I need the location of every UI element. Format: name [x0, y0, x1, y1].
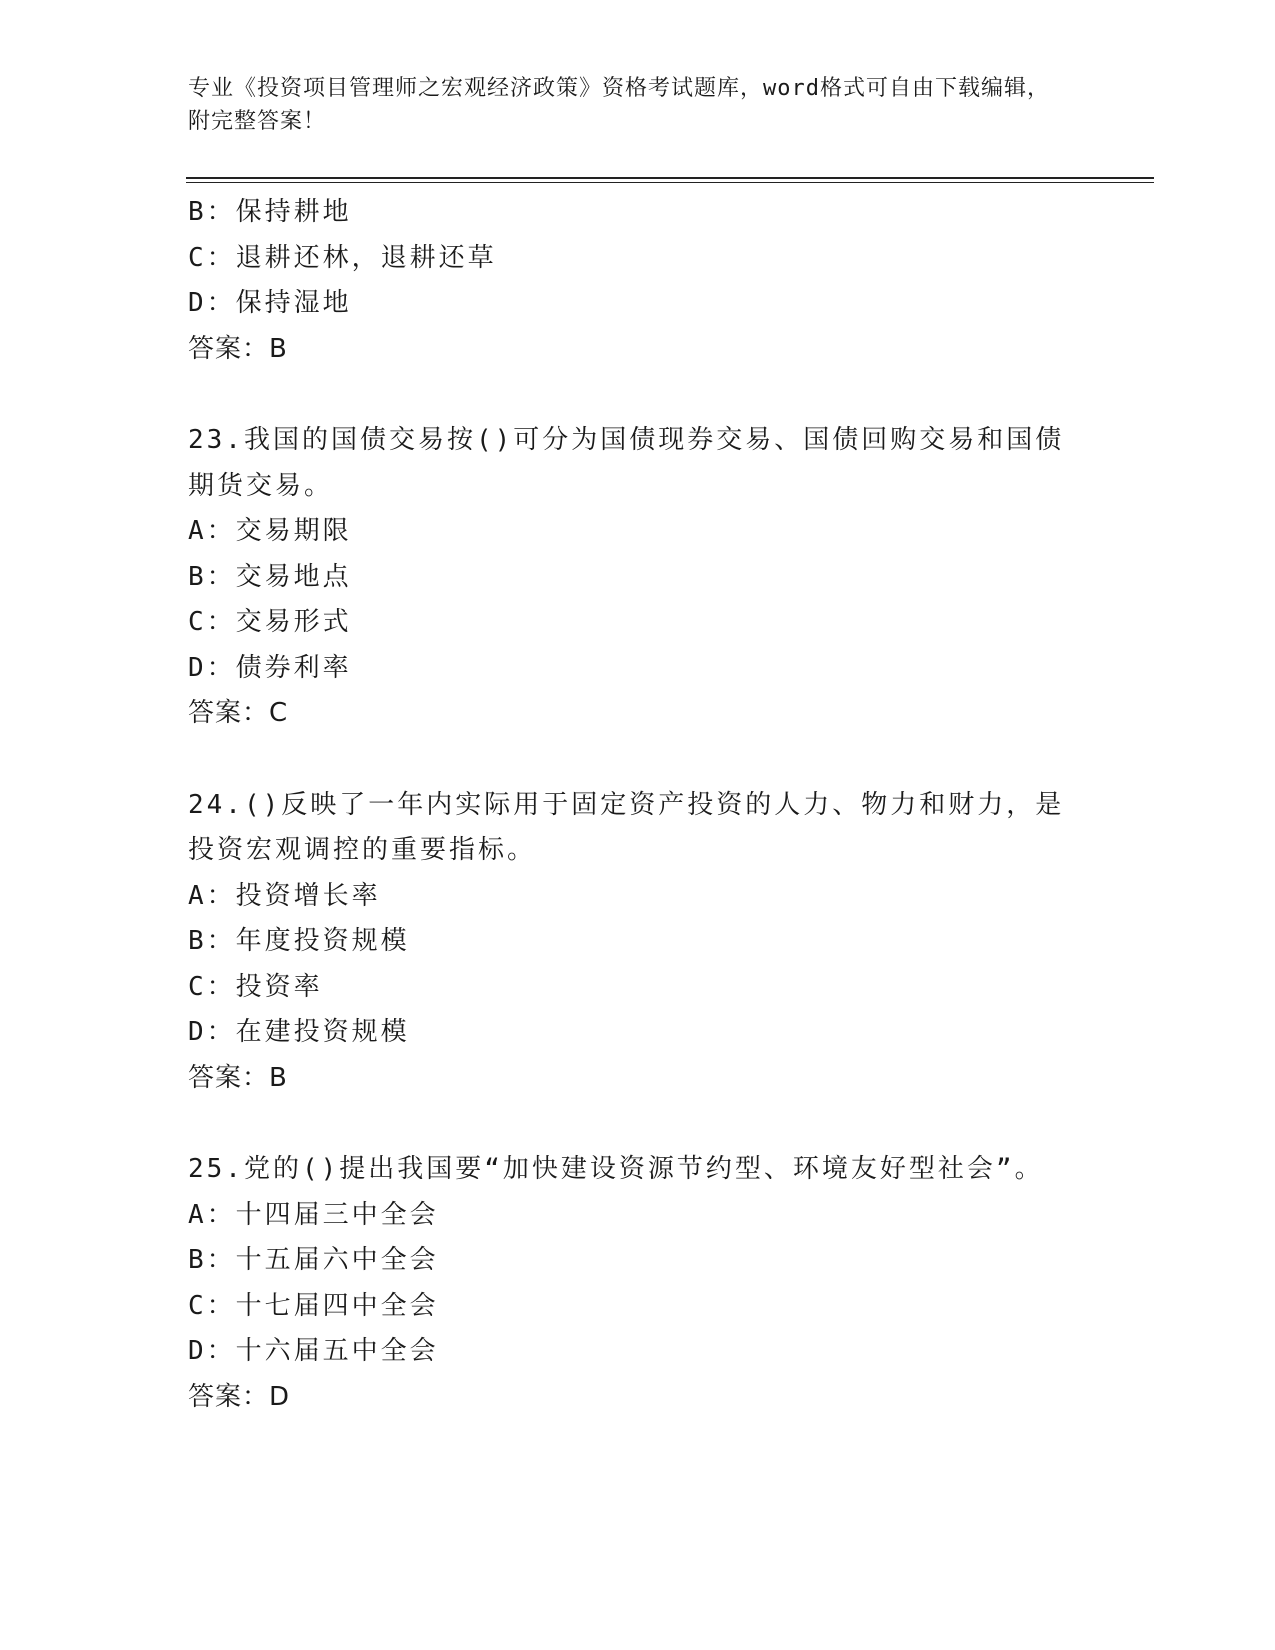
page-header: 专业《投资项目管理师之宏观经济政策》资格考试题库，word格式可自由下载编辑，附完整答案！ — [188, 76, 1050, 134]
option-b: B：十五届六中全会 — [188, 1245, 439, 1275]
option-b: B：保持耕地 — [188, 197, 352, 227]
question-25 — [188, 1147, 1088, 1420]
option-c: C：交易形式 — [188, 607, 352, 637]
question-23 — [188, 418, 1088, 737]
spacer — [188, 1101, 1088, 1147]
option-a: A：投资增长率 — [188, 880, 381, 911]
header-rule-thin — [186, 182, 1154, 183]
spacer — [188, 737, 1088, 783]
answer-line: 答案：B — [188, 333, 288, 364]
question-text: 25.党的()提出我国要“加快建设资源节约型、环境友好型社会”。 — [188, 1154, 1044, 1184]
spacer — [188, 372, 1088, 418]
option-d: D：保持湿地 — [188, 288, 352, 318]
option-c: C：十七届四中全会 — [188, 1290, 439, 1321]
question-24 — [188, 783, 1088, 1102]
question-22-continued — [188, 190, 1088, 372]
answer-line: 答案：C — [188, 698, 289, 728]
option-d: D：在建投资规模 — [188, 1017, 410, 1047]
question-text: 23.我国的国债交易按()可分为国债现券交易、国债回购交易和国债期货交易。 — [188, 425, 1065, 501]
question-list — [188, 190, 1088, 1420]
option-c: C：投资率 — [188, 971, 323, 1002]
option-d: D：十六届五中全会 — [188, 1336, 439, 1366]
option-b: B：交易地点 — [188, 561, 352, 592]
header-rule-thick — [186, 177, 1154, 179]
option-c: C：退耕还林，退耕还草 — [188, 242, 497, 273]
answer-line: 答案：D — [188, 1381, 291, 1412]
option-a: A：十四届三中全会 — [188, 1199, 439, 1230]
answer-line: 答案：B — [188, 1062, 288, 1093]
option-d: D：债券利率 — [188, 652, 352, 683]
option-b: B：年度投资规模 — [188, 926, 410, 956]
option-a: A：交易期限 — [188, 516, 352, 546]
question-text: 24.()反映了一年内实际用于固定资产投资的人力、物力和财力，是投资宏观调控的重要指标。 — [188, 789, 1065, 865]
